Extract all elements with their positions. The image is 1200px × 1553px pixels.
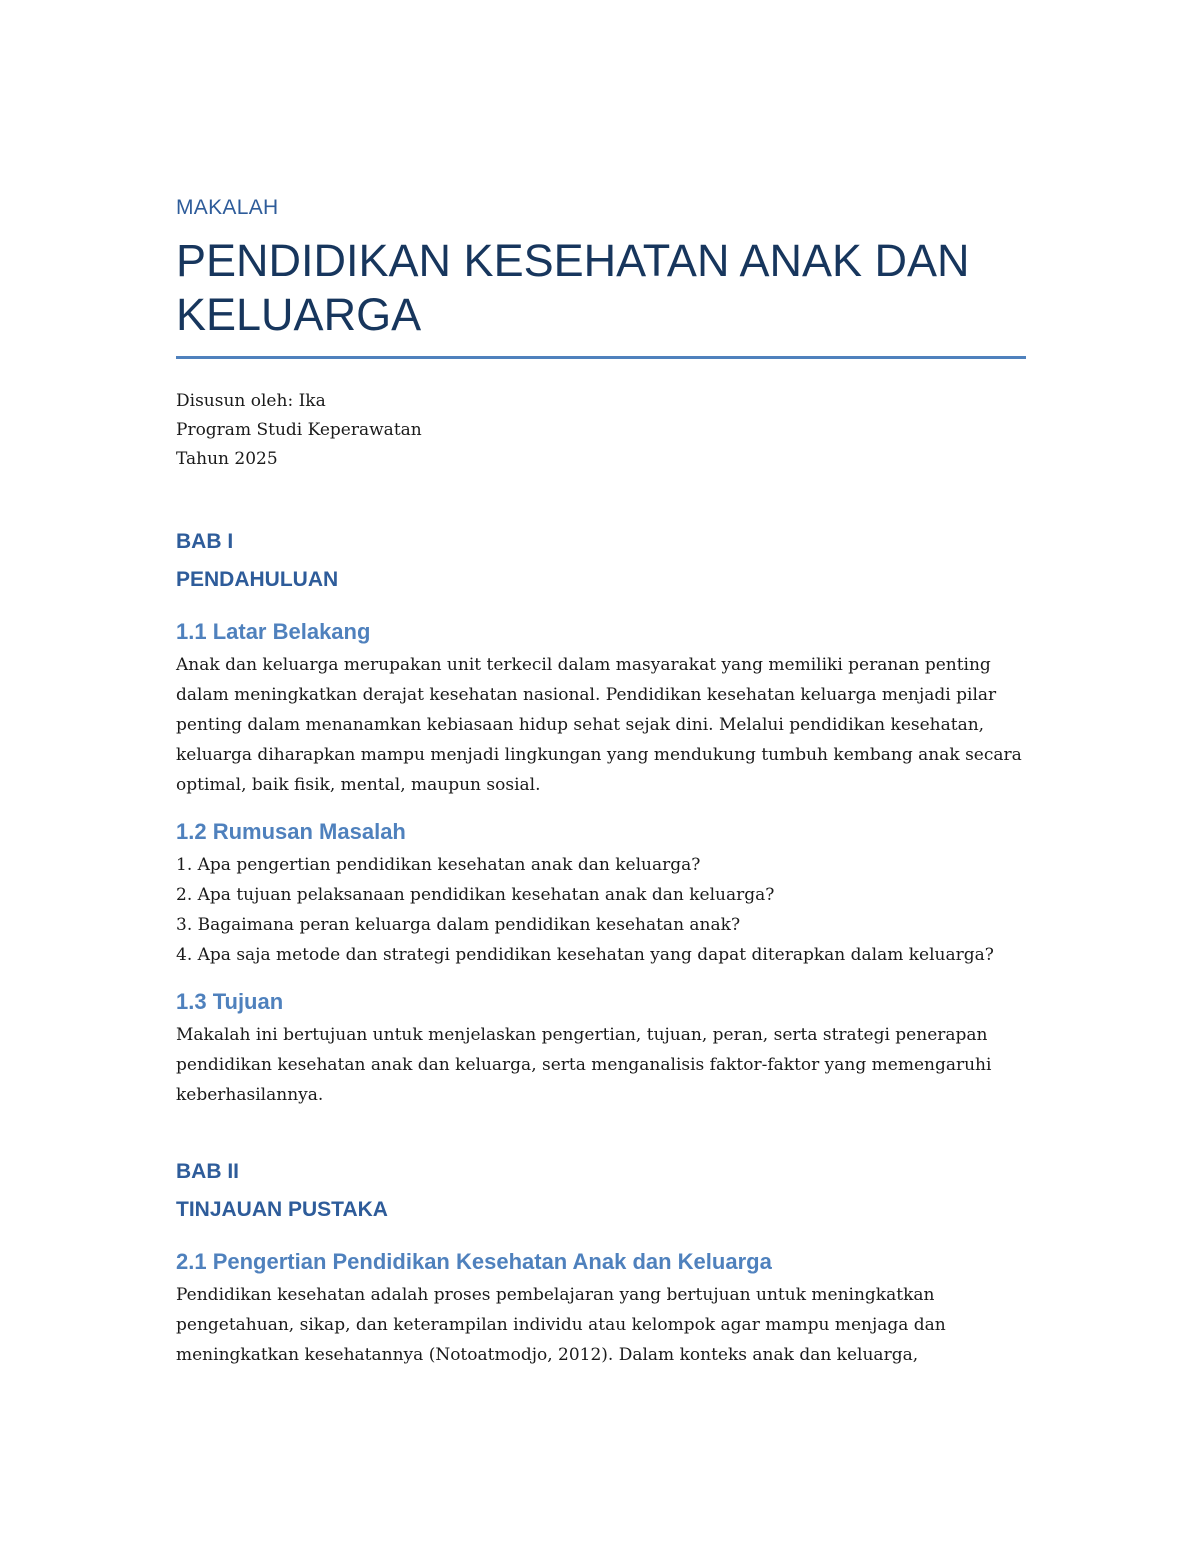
section-1-3-heading: 1.3 Tujuan xyxy=(176,989,284,1014)
title-line-2: KELUARGA xyxy=(176,289,422,340)
list-item: 1. Apa pengertian pendidikan kesehatan anak dan keluarga? xyxy=(176,855,701,875)
program: Program Studi Keperawatan xyxy=(176,420,422,440)
section-1-3-body: Makalah ini bertujuan untuk menjelaskan pengertian, tujuan, peran, serta strategi penerapan pendidikan kesehatan anak dan keluarga, serta menganalisis faktor-faktor yang memengaruhi keberhasilannya. xyxy=(176,1025,992,1105)
bab1-number: BAB I xyxy=(176,530,234,553)
bab2-title: TINJAUAN PUSTAKA xyxy=(176,1198,388,1221)
author: Disusun oleh: Ika xyxy=(176,391,326,411)
document-label: MAKALAH xyxy=(176,196,279,219)
document-title xyxy=(176,234,1026,359)
section-1-2-heading: 1.2 Rumusan Masalah xyxy=(176,819,406,844)
document-page xyxy=(176,186,1026,1370)
author-block xyxy=(176,387,1026,474)
title-line-1: PENDIDIKAN KESEHATAN ANAK DAN xyxy=(176,235,970,286)
section-1-1-heading: 1.1 Latar Belakang xyxy=(176,619,371,644)
bab1-title: PENDAHULUAN xyxy=(176,568,339,591)
section-2-1-body: Pendidikan kesehatan adalah proses pembelajaran yang bertujuan untuk meningkatkan pengetahuan, sikap, dan keterampilan individu atau kelompok agar mampu menjaga dan meningkatkan kesehatannya (Notoatmodjo, 2012). Dalam konteks anak dan keluarga, xyxy=(176,1285,946,1365)
bab2-number: BAB II xyxy=(176,1160,239,1183)
list-item: 3. Bagaimana peran keluarga dalam pendidikan kesehatan anak? xyxy=(176,915,741,935)
list-item: 2. Apa tujuan pelaksanaan pendidikan kesehatan anak dan keluarga? xyxy=(176,885,775,905)
problem-list xyxy=(176,850,1026,970)
year: Tahun 2025 xyxy=(176,449,278,469)
section-1-1-body: Anak dan keluarga merupakan unit terkecil dalam masyarakat yang memiliki peranan penting dalam meningkatkan derajat kesehatan nasional. Pendidikan kesehatan keluarga menjadi pilar penting dalam menanamkan kebiasaan hidup sehat sejak dini. Melalui pendidikan kesehatan, keluarga diharapkan mampu menjadi lingkungan yang mendukung tumbuh kembang anak secara optimal, baik fisik, mental, maupun sosial. xyxy=(176,655,1022,795)
list-item: 4. Apa saja metode dan strategi pendidikan kesehatan yang dapat diterapkan dalam keluarga? xyxy=(176,945,994,965)
section-2-1-heading: 2.1 Pengertian Pendidikan Kesehatan Anak dan Keluarga xyxy=(176,1249,772,1274)
